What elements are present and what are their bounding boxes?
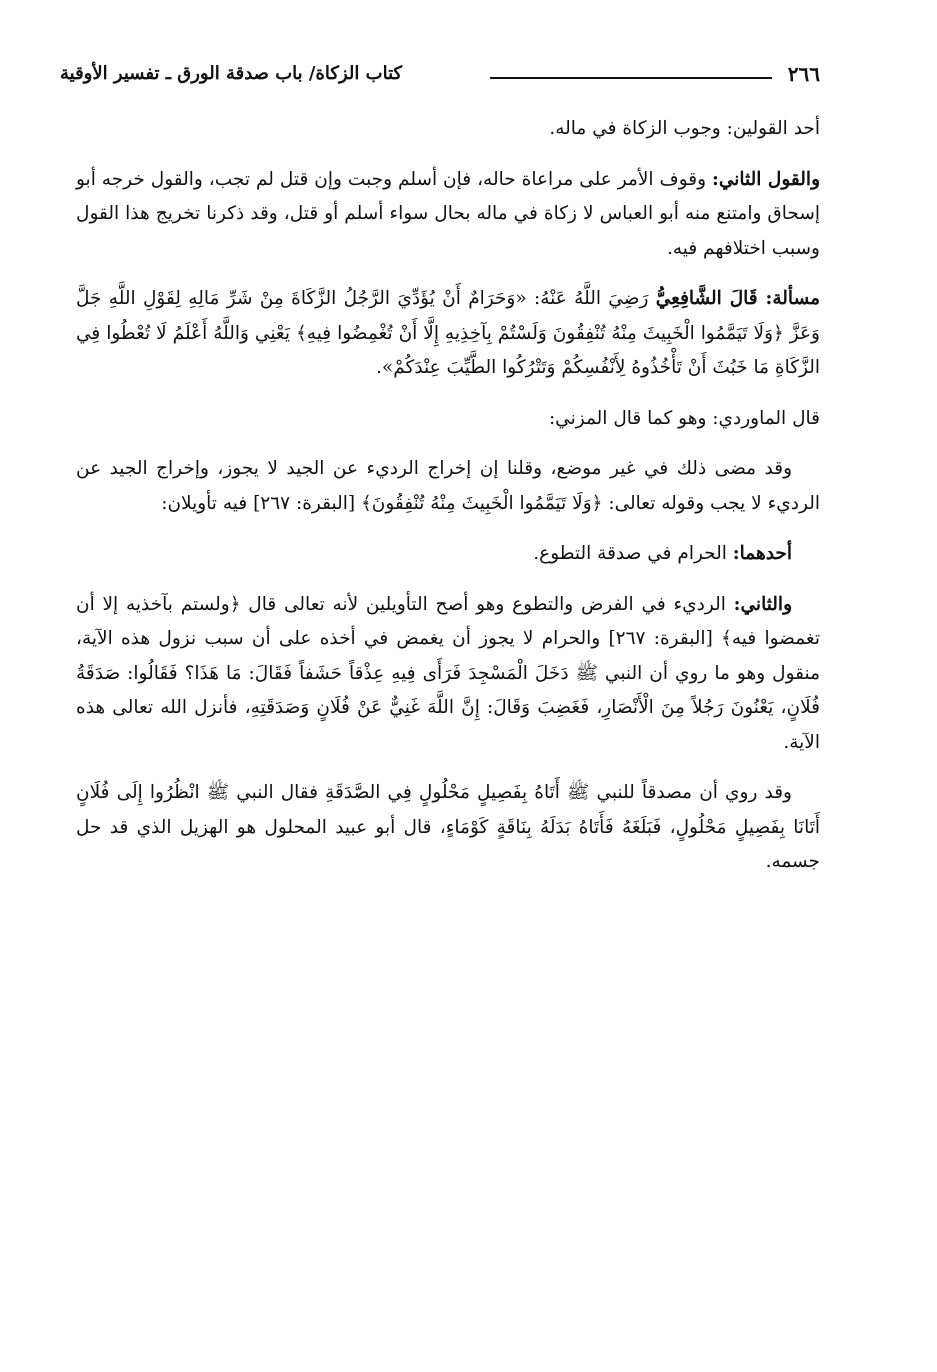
paragraph: أحدهما: الحرام في صدقة التطوع. [533,543,792,564]
paragraph: أحد القولين: وجوب الزكاة في ماله. [549,118,820,139]
page-body [76,112,820,896]
paragraph: وقد مضى ذلك في غير موضع، وقلنا إن إخراج الرديء عن الجيد لا يجوز، وإخراج الجيد عن الرديء لا يجب وقوله تعالى: ﴿وَلَا تَيَمَّمُوا الْخَبِيثَ مِنْهُ تُنْفِقُونَ﴾ [البقرة: ٢٦٧] فيه تأويلان: [76,458,820,514]
running-title: كتاب الزكاة/ باب صدقة الورق ـ تفسير الأوقية [60,63,403,84]
page-number: ٢٦٦ [787,62,820,86]
paragraph: والثاني: الرديء في الفرض والتطوع وهو أصح التأويلين لأنه تعالى قال ﴿ولستم بآخذيه إلا أن تغمضوا فيه﴾ [البقرة: ٢٦٧] والحرام لا يجوز أن يغمض في أخذه على أن سبب نزول هذه الآية، منقول وهو ما روي أن النبي ﷺ دَخَلَ الْمَسْجِدَ فَرَأَى فِيهِ عِذْقاً حَشَفاً فَقَالَ: مَا هَذَا؟ فَقَالُوا: صَدَقَةُ فُلَانٍ، يَعْنُونَ رَجُلاً مِنَ الْأَنْصَارِ، فَغَضِبَ وَقَالَ: إِنَّ اللَّهَ غَنِيٌّ عَنْ فُلَانٍ وَصَدَقَتِهِ، فأنزل الله تعالى هذه الآية. [76,593,820,753]
paragraph-lead: أحدهما: [732,543,792,564]
paragraph-lead: والثاني: [733,593,792,615]
page-header [60,62,820,96]
paragraph-lead: مسألة: قَالَ الشَّافِعِيُّ [655,288,820,309]
paragraph: مسألة: قَالَ الشَّافِعِيُّ رَضِيَ اللَّهُ عَنْهُ: «وَحَرَامٌ أَنْ يُؤَدِّيَ الرَّجُلُ الزَّكَاةَ مِنْ شَرِّ مَالِهِ لِقَوْلِ اللَّهِ جَلَّ وَعَزَّ ﴿وَلَا تَيَمَّمُوا الْخَبِيثَ مِنْهُ تُنْفِقُونَ وَلَسْتُمْ بِآخِذِيهِ إِلَّا أَنْ تُغْمِضُوا فِيهِ﴾ يَعْنِي وَاللَّهُ أَعْلَمُ لَا تُعْطُوا فِي الزَّكَاةِ مَا خَبُثَ أَنْ تَأْخُذُوهُ لِأَنْفُسِكُمْ وَتَتْرُكُوا الطَّيِّبَ عِنْدَكُمْ». [76,288,820,378]
paragraph-lead: والقول الثاني: [712,168,820,190]
paragraph: وقد روي أن مصدقاً للنبي ﷺ أَتَاهُ بِفَصِيلٍ مَحْلُولٍ فِي الصَّدَقَةِ فقال النبي ﷺ انْظُرُوا إِلَى فُلَانٍ أَتَانَا بِفَصِيلٍ مَحْلُولٍ، فَبَلَغَهُ فَأَتَاهُ بَدَلَهُ بِنَاقَةٍ كَوْمَاءٍ، قال أبو عبيد المحلول هو الهزيل الذي قد حل جسمه. [76,782,820,872]
paragraph: والقول الثاني: وقوف الأمر على مراعاة حاله، فإن أسلم وجبت وإن قتل لم تجب، والقول خرجه أبو إسحاق وامتنع منه أبو العباس لا زكاة في ماله بحال سواء أسلم أو قتل، وقد ذكرنا تخريج هذا القول وسبب اختلافهم فيه. [76,168,820,259]
header-rule [490,77,772,79]
paragraph: قال الماوردي: وهو كما قال المزني: [548,407,820,429]
